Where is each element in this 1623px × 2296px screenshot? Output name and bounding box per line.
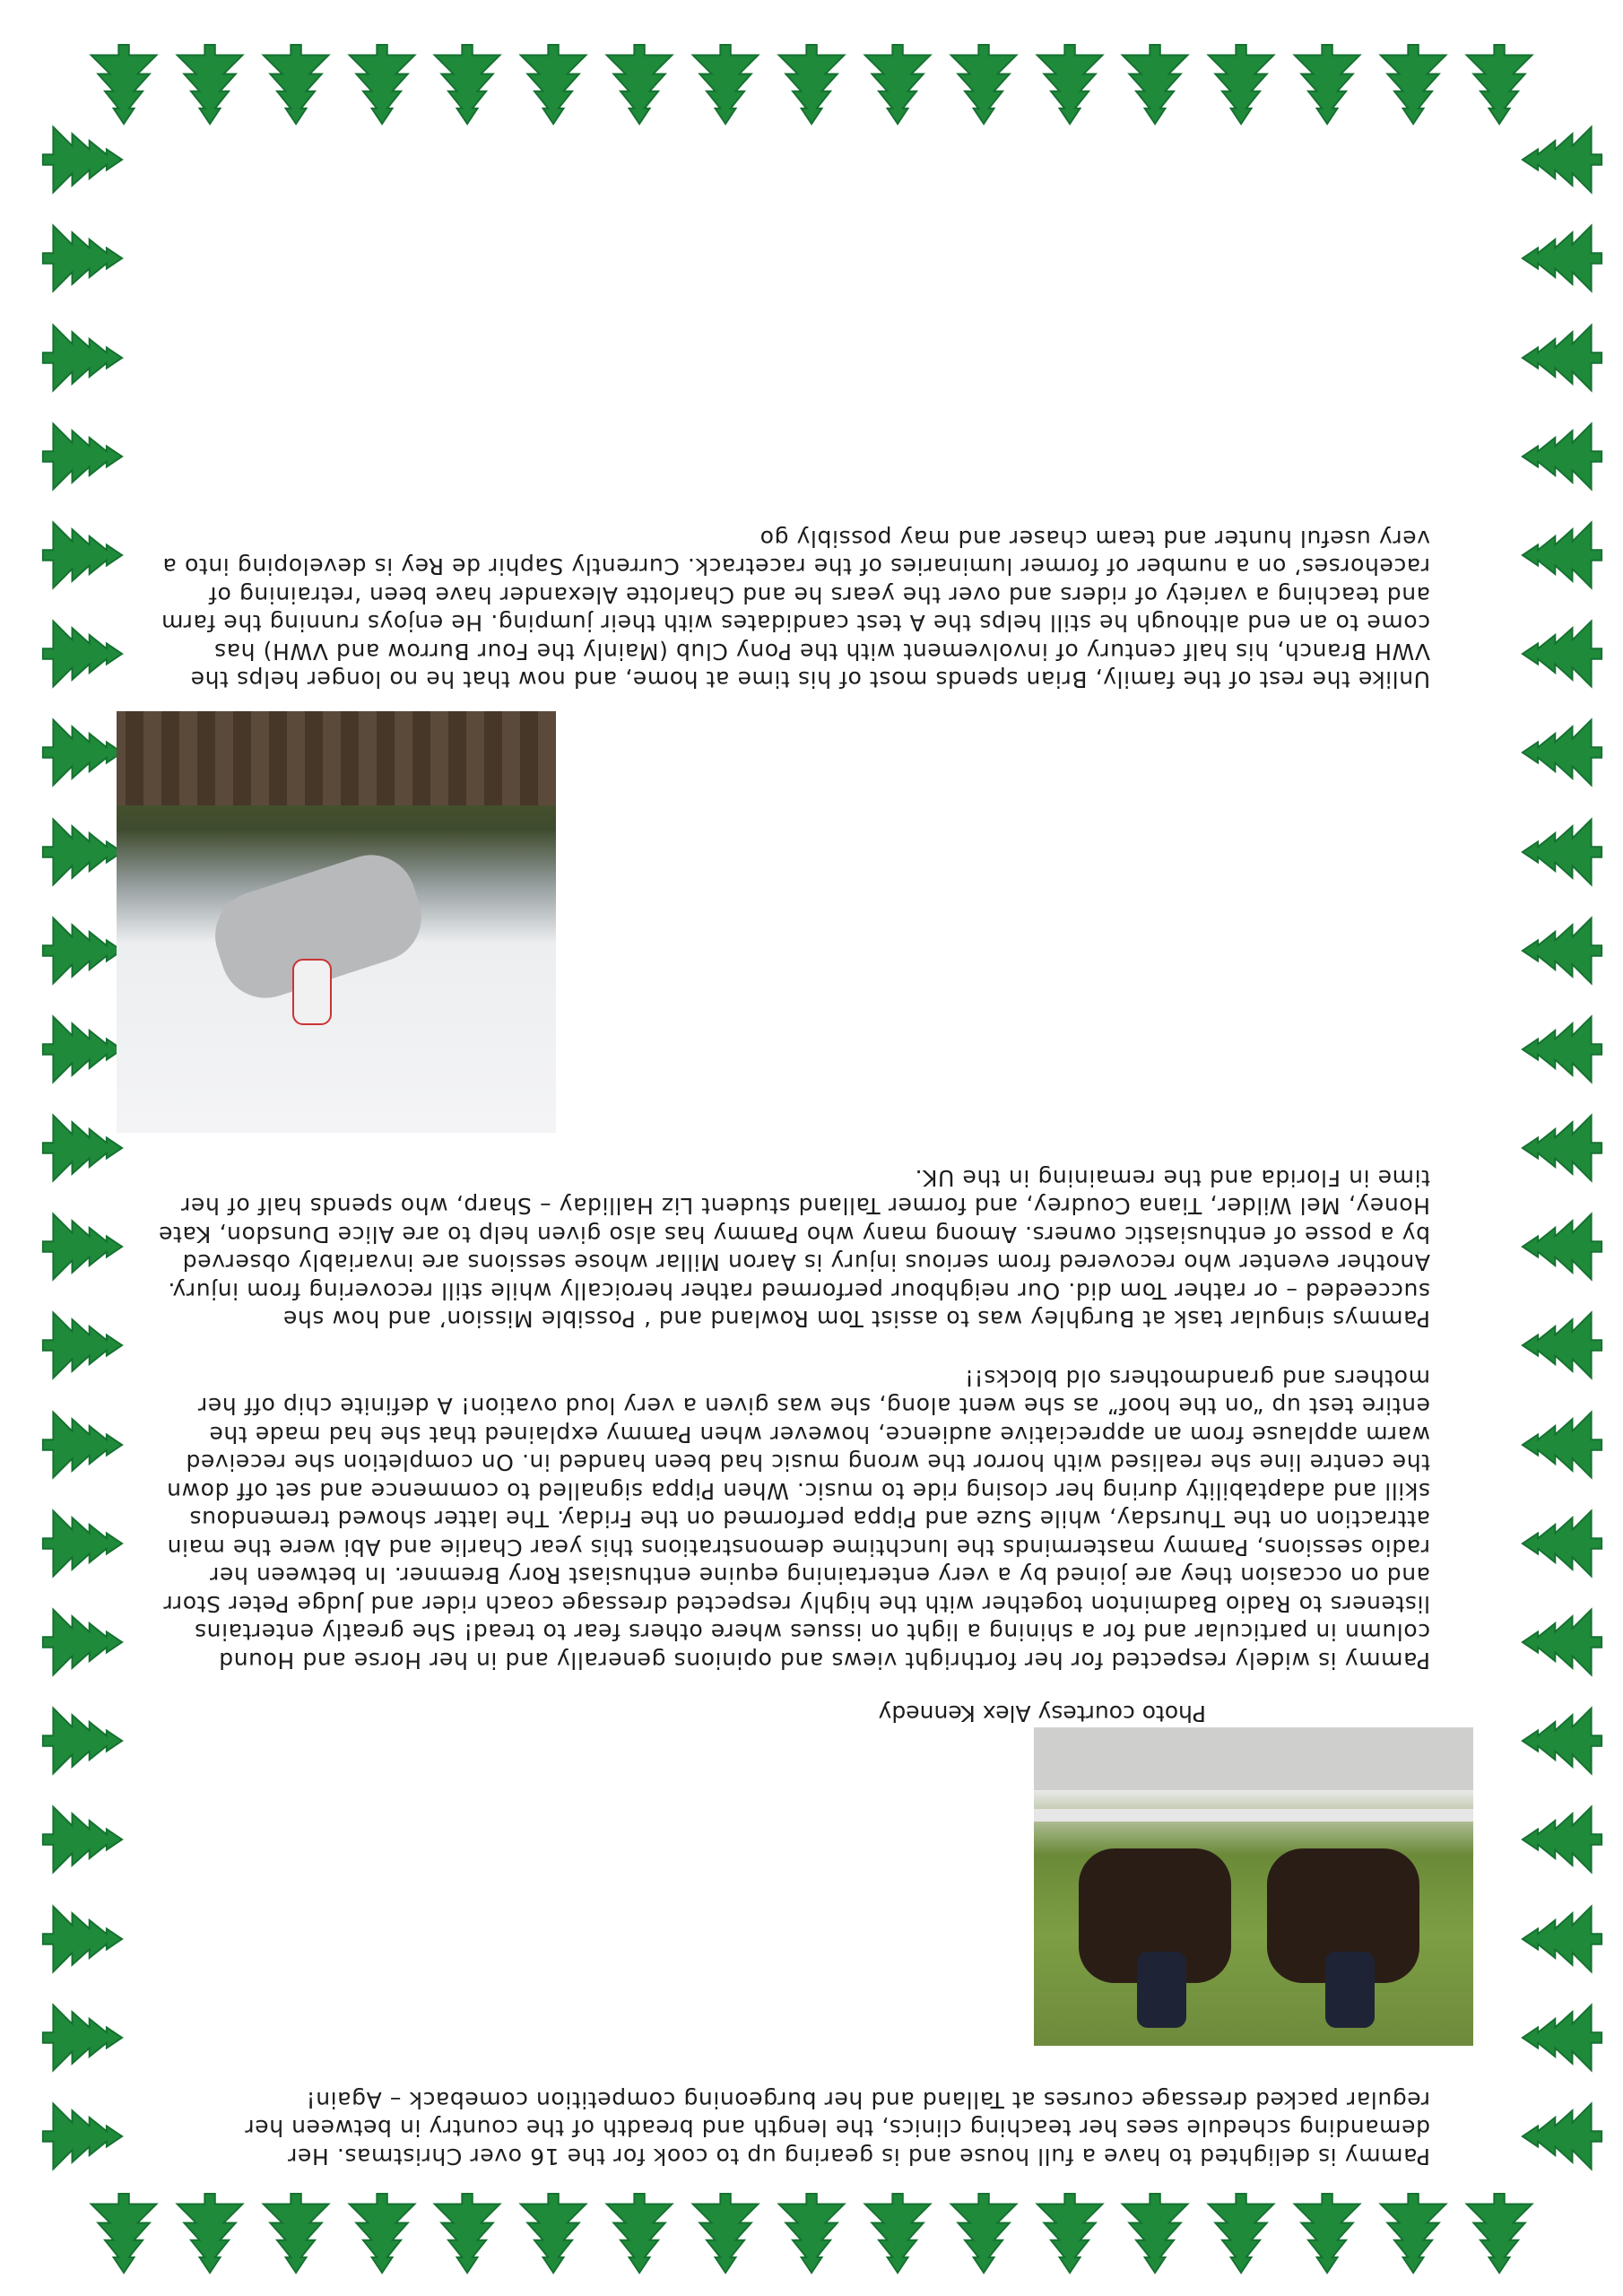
christmas-tree-icon (768, 2190, 855, 2276)
christmas-tree-icon (39, 1105, 126, 1191)
christmas-tree-icon (1199, 2190, 1285, 2276)
christmas-tree-icon (167, 41, 253, 127)
christmas-tree-icon (1027, 41, 1113, 127)
christmas-tree-icon (1519, 908, 1605, 994)
christmas-tree-icon (682, 2190, 768, 2276)
christmas-tree-icon (1519, 1599, 1605, 1685)
tree-border-right (18, 117, 126, 2179)
christmas-tree-icon (941, 2190, 1027, 2276)
christmas-tree-icon (39, 1995, 126, 2081)
dressage-pair-photo (1034, 1728, 1473, 2047)
christmas-tree-icon (339, 2190, 425, 2276)
christmas-tree-icon (39, 1896, 126, 1982)
christmas-tree-icon (81, 2190, 167, 2276)
tree-border-left (1497, 117, 1605, 2179)
christmas-tree-icon (39, 2093, 126, 2179)
christmas-tree-icon (1284, 41, 1370, 127)
christmas-tree-icon (1519, 1006, 1605, 1092)
christmas-tree-icon (39, 809, 126, 895)
christmas-tree-icon (1519, 1896, 1605, 1982)
christmas-tree-icon (1284, 2190, 1370, 2276)
christmas-tree-icon (1519, 512, 1605, 598)
christmas-tree-icon (1519, 611, 1605, 697)
christmas-tree-icon (1113, 41, 1199, 127)
christmas-tree-icon (1519, 709, 1605, 796)
christmas-tree-icon (1519, 215, 1605, 301)
paragraph-burghley: Pammys singular task at Burghley was to assist Tom Rowland and ‘ Possible Mission’ and how she succeeded – or rather Tom did. Our neighbour performed rather heroically while still recovering from injury. Another eventer who recovered from serious injury is Aaron Millar whose sessions are invariably observed by a posse of enthusiastic owners. Among many who Pammy has also given help to are Alice Dunsdon, Kate Honey, Mel Wilder, Tiana Coudrey, and former Talland student Liz Halliday – Sharp, who spends half of her time in Florida and the remaining in the UK. (158, 1165, 1430, 1333)
christmas-tree-icon (425, 41, 511, 127)
christmas-tree-icon (39, 1599, 126, 1685)
christmas-tree-icon (167, 2190, 253, 2276)
photo-caption: Photo courtesy Alex Kennedy (878, 1700, 1206, 1727)
christmas-tree-icon (1113, 2190, 1199, 2276)
tree-border-top (81, 20, 1542, 127)
tree-border-bottom (81, 2169, 1542, 2276)
christmas-tree-icon (855, 41, 941, 127)
christmas-tree-icon (768, 41, 855, 127)
christmas-tree-icon (253, 2190, 339, 2276)
christmas-tree-icon (39, 117, 126, 203)
christmas-tree-icon (511, 41, 597, 127)
christmas-tree-icon (39, 611, 126, 697)
christmas-tree-icon (1519, 1105, 1605, 1191)
christmas-tree-icon (1519, 413, 1605, 500)
show-jumping-photo (117, 712, 556, 1134)
christmas-tree-icon (1519, 1698, 1605, 1784)
christmas-tree-icon (1199, 41, 1285, 127)
christmas-tree-icon (39, 512, 126, 598)
paragraph-full-house: Pammy is delighted to have a full house and is gearing up to cook for the 16 over Christmas. Her demanding schedule sees her teaching clinics, the length and breadth of the country in between her regular packed dressage courses at Talland and her burgeoning competition comeback – Again! (244, 2087, 1430, 2170)
christmas-tree-icon (1519, 1303, 1605, 1389)
christmas-tree-icon (1519, 2093, 1605, 2179)
christmas-tree-icon (39, 1303, 126, 1389)
christmas-tree-icon (39, 315, 126, 401)
christmas-tree-icon (596, 41, 682, 127)
christmas-tree-icon (39, 413, 126, 500)
christmas-tree-icon (1456, 2190, 1542, 2276)
christmas-tree-icon (1519, 1995, 1605, 2081)
christmas-tree-icon (39, 908, 126, 994)
christmas-tree-icon (596, 2190, 682, 2276)
christmas-tree-icon (39, 1204, 126, 1290)
christmas-tree-icon (855, 2190, 941, 2276)
christmas-tree-icon (39, 1698, 126, 1784)
christmas-tree-icon (1519, 1500, 1605, 1587)
letter-content (157, 494, 1430, 2171)
christmas-tree-icon (39, 709, 126, 796)
christmas-tree-icon (1370, 2190, 1456, 2276)
christmas-tree-icon (81, 41, 167, 127)
christmas-tree-icon (39, 1402, 126, 1488)
christmas-tree-icon (1027, 2190, 1113, 2276)
christmas-tree-icon (39, 1500, 126, 1587)
paragraph-horse-and-hound: Pammy is widely respected for her forthright views and opinions generally and in her Horse and Hound column in particular and for a shining a light on issues where others fear to tread! She greatly entertains listeners to Radio Badminton together with the highly respected dressage coach rider and Judge Peter Storr and on occasion they are joined by a very entertaining equine enthusiast Rory Bremner. In between her radio sessions, Pammy masterminds the lunchtime demonstrations this year Charlie and Abi were the main attraction on the Thursday, while Suze and Pippa performed on the Friday. The latter showed tremendous skill and adaptability during her closing ride to music. When Pippa signalled to commence and set off down the centre line she realised with horror the wrong music had been handed in. On completion she received warm applause from an appreciative audience, however when Pammy explained that she had made the entire test up “on the hoof” as she went along, she was given a very loud ovation! A definite chip off her mothers and grandmothers old blocks!! (162, 1365, 1430, 1674)
christmas-tree-icon (511, 2190, 597, 2276)
christmas-tree-icon (425, 2190, 511, 2276)
christmas-tree-icon (1519, 1204, 1605, 1290)
christmas-tree-icon (39, 1006, 126, 1092)
christmas-tree-icon (1519, 315, 1605, 401)
christmas-tree-icon (1519, 1796, 1605, 1883)
christmas-tree-icon (1456, 41, 1542, 127)
christmas-tree-icon (39, 215, 126, 301)
christmas-tree-icon (1519, 809, 1605, 895)
christmas-tree-icon (253, 41, 339, 127)
christmas-tree-icon (1370, 41, 1456, 127)
christmas-tree-icon (39, 1796, 126, 1883)
christmas-tree-icon (1519, 117, 1605, 203)
christmas-tree-icon (339, 41, 425, 127)
paragraph-brian: Unlike the rest of the family, Brian spends most of his time at home, and now that he no longer helps the VWH Branch, his half century of involvement with the Pony Club (Mainly the Four Burrow and VWH) has come to an end although he still helps the A test candidates with their jumping. He enjoys running the farm and teaching a variety of riders and over the years he and Charlotte Alexander have been ‘retraining of racehorses’ on a number of former luminaries of the racetrack. Currently Saphir de Rey is developing into a very useful hunter and team chaser and may possibly go (161, 526, 1430, 693)
christmas-tree-icon (941, 41, 1027, 127)
christmas-tree-icon (1519, 1402, 1605, 1488)
christmas-tree-icon (682, 41, 768, 127)
